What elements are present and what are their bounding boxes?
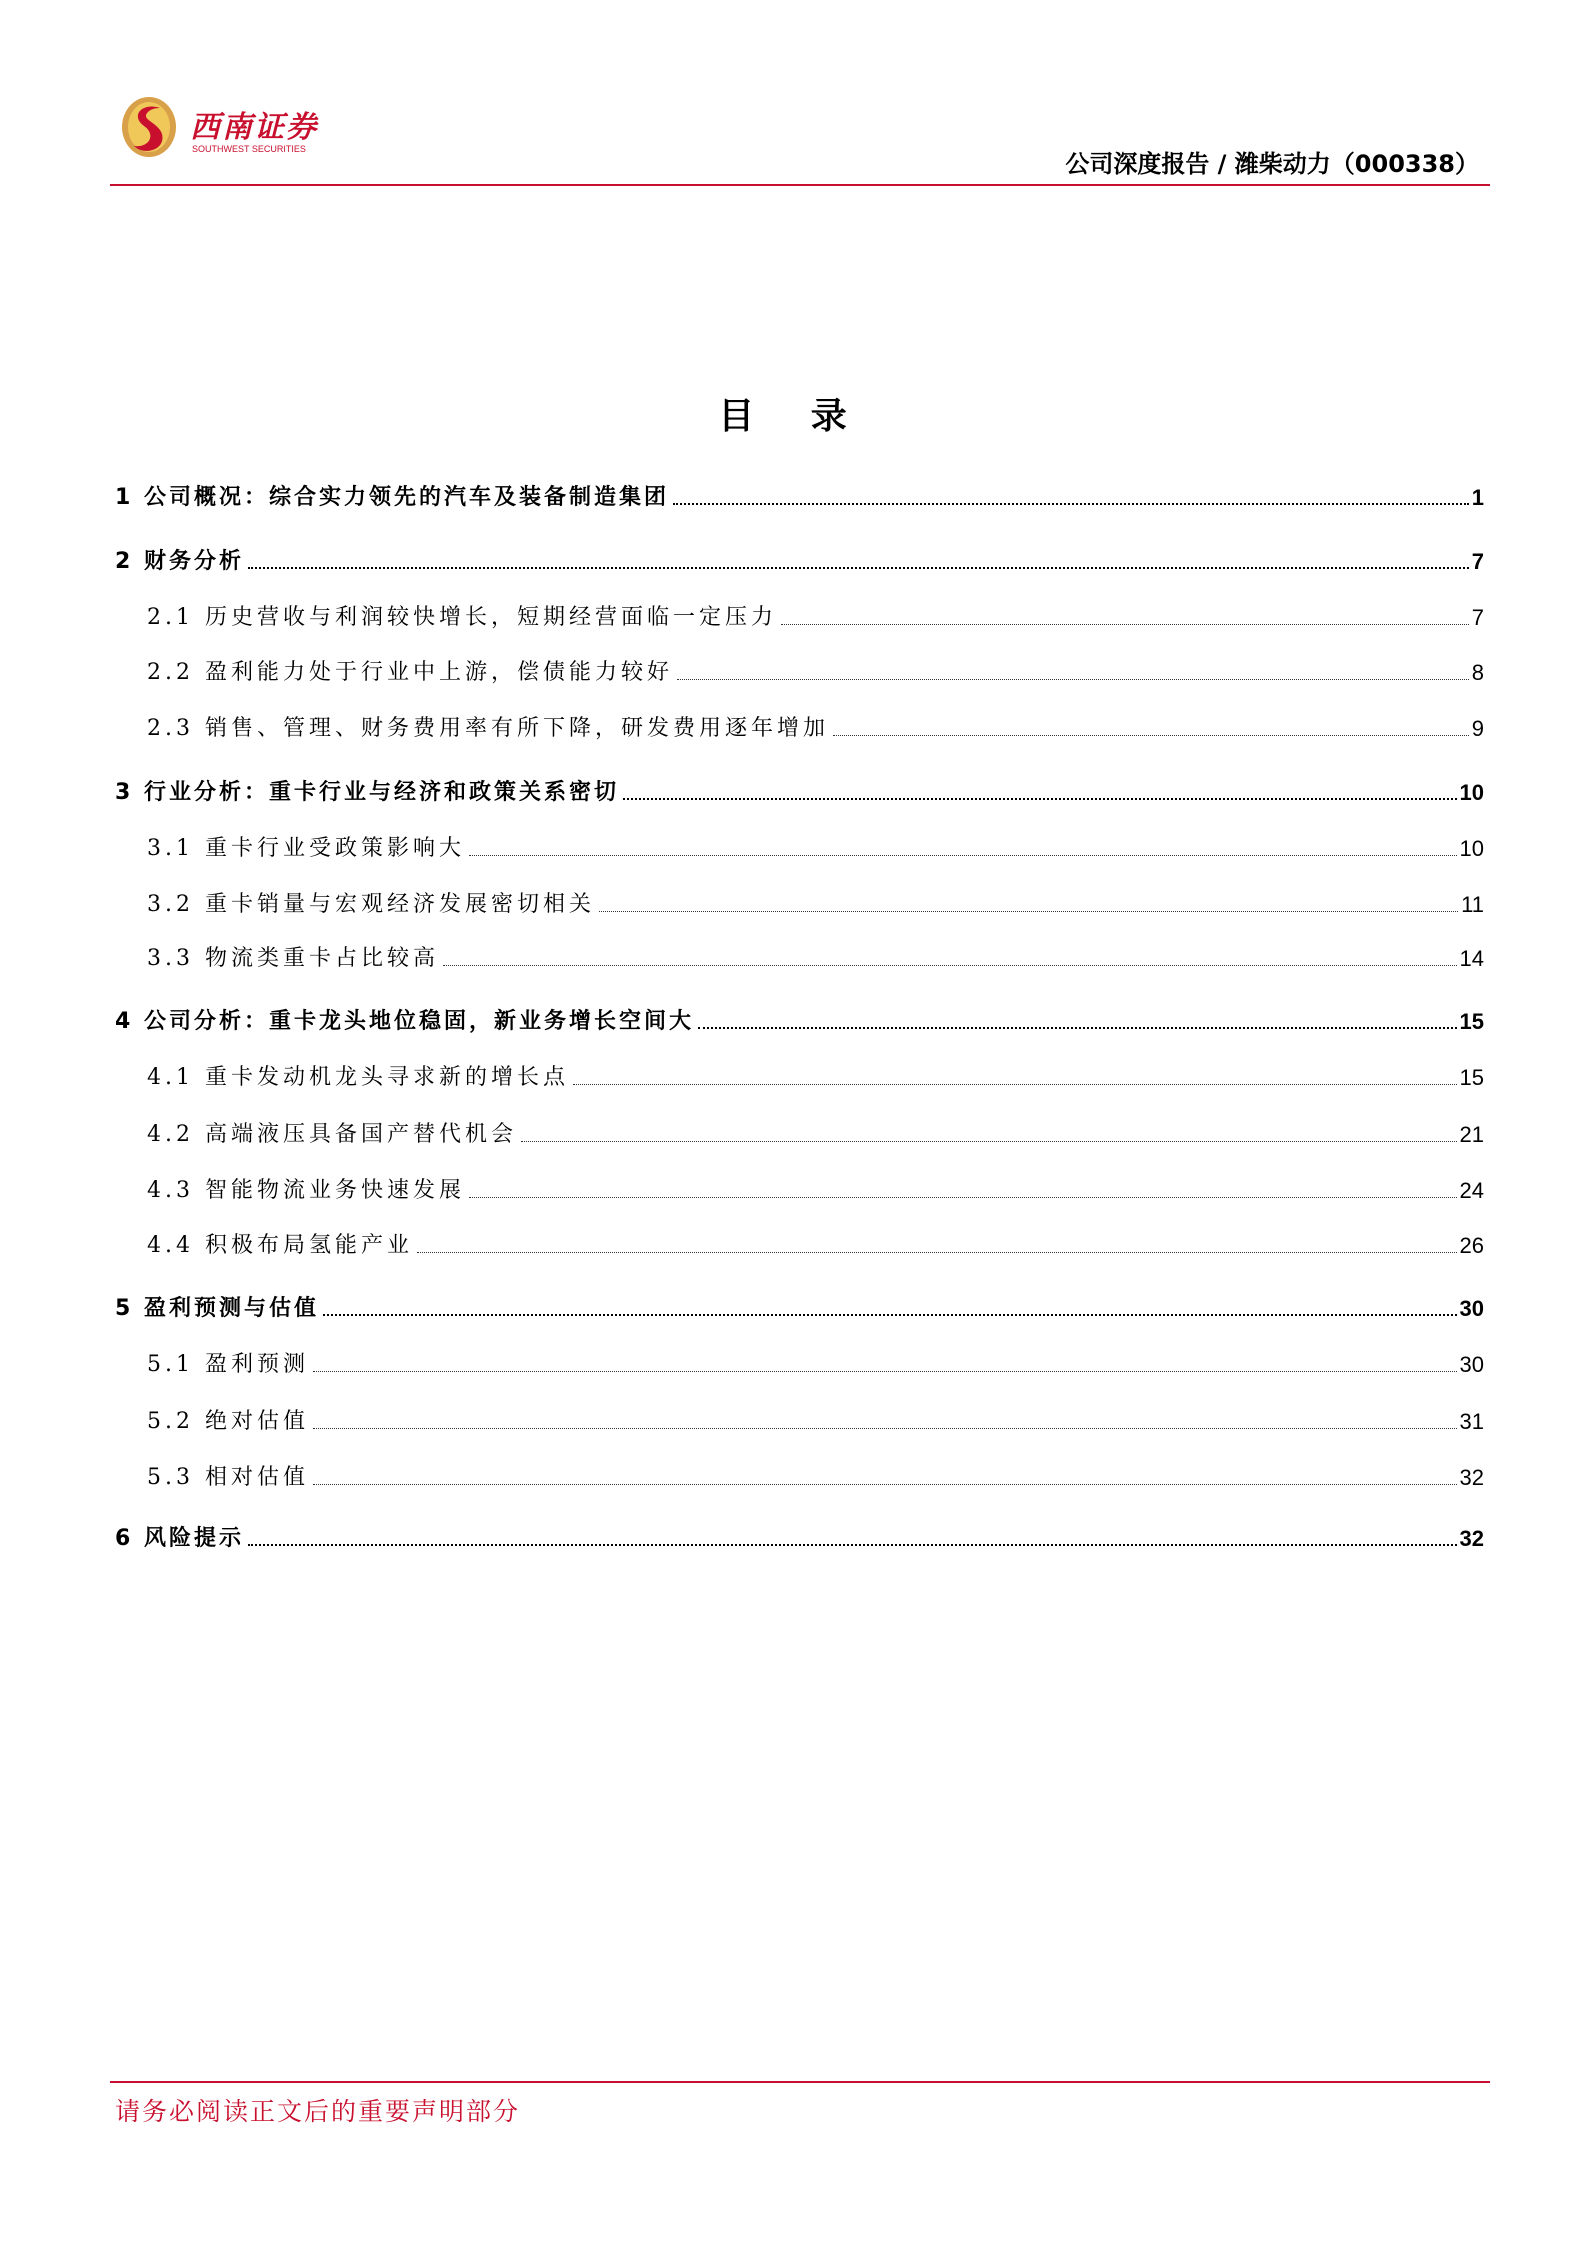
- toc-leader-dots: [248, 567, 1469, 569]
- toc-entry-page: 1: [1471, 485, 1484, 510]
- toc-entry[interactable]: [147, 1348, 1484, 1378]
- toc-entry[interactable]: [115, 545, 1484, 575]
- logo-text-cn: 西南证券: [190, 110, 318, 145]
- toc-entry[interactable]: [147, 942, 1484, 972]
- logo-emblem-icon: [120, 96, 178, 158]
- toc-entry-label: 2 财务分析: [115, 549, 244, 574]
- toc-entry[interactable]: [147, 1461, 1484, 1491]
- toc-entry-page: 8: [1471, 660, 1484, 685]
- toc-entry-page: 9: [1471, 716, 1484, 741]
- toc-entry[interactable]: [115, 1522, 1484, 1552]
- toc-entry-label: 4.3 智能物流业务快速发展: [147, 1178, 465, 1203]
- toc-entry[interactable]: [115, 1005, 1484, 1035]
- company-logo: [120, 96, 330, 162]
- report-header-title: 公司深度报告 / 潍柴动力（000338）: [1065, 150, 1479, 178]
- toc-entry-page: 26: [1459, 1233, 1484, 1258]
- logo-text-en: SOUTHWEST SECURITIES: [192, 144, 306, 154]
- toc-leader-dots: [698, 1027, 1457, 1029]
- toc-entry[interactable]: [147, 712, 1484, 742]
- toc-entry[interactable]: [147, 1229, 1484, 1259]
- toc-leader-dots: [673, 503, 1469, 505]
- toc-leader-dots: [573, 1084, 1457, 1085]
- toc-entry-page: 30: [1459, 1352, 1484, 1377]
- toc-entry-label: 2.3 销售、管理、财务费用率有所下降，研发费用逐年增加: [147, 716, 829, 741]
- toc-entry-page: 30: [1459, 1296, 1484, 1321]
- toc-entry[interactable]: [115, 776, 1484, 806]
- toc-leader-dots: [599, 911, 1458, 912]
- toc-leader-dots: [313, 1484, 1457, 1485]
- toc-leader-dots: [248, 1544, 1457, 1546]
- toc-entry[interactable]: [147, 1405, 1484, 1435]
- toc-title: 目 录: [718, 396, 869, 437]
- toc-entry-page: 32: [1459, 1465, 1484, 1490]
- toc-leader-dots: [323, 1314, 1457, 1316]
- toc-entry-page: 14: [1459, 946, 1484, 971]
- toc-entry-page: 7: [1471, 605, 1484, 630]
- toc-entry-page: 11: [1461, 892, 1484, 917]
- toc-leader-dots: [469, 1197, 1457, 1198]
- toc-leader-dots: [469, 855, 1457, 856]
- toc-entry[interactable]: [115, 1292, 1484, 1322]
- toc-entry[interactable]: [147, 888, 1484, 918]
- toc-entry-label: 4.4 积极布局氢能产业: [147, 1233, 413, 1258]
- toc-entry[interactable]: [147, 1174, 1484, 1204]
- toc-leader-dots: [833, 735, 1469, 736]
- toc-entry[interactable]: [115, 481, 1484, 511]
- toc-entry-label: 4.1 重卡发动机龙头寻求新的增长点: [147, 1065, 569, 1090]
- toc-entry-page: 10: [1459, 780, 1484, 805]
- footer-disclaimer: 请务必阅读正文后的重要声明部分: [115, 2097, 521, 2126]
- toc-entry-label: 5 盈利预测与估值: [115, 1296, 319, 1321]
- toc-entry-label: 5.2 绝对估值: [147, 1409, 309, 1434]
- toc-entry-label: 4.2 高端液压具备国产替代机会: [147, 1122, 517, 1147]
- toc-entry-label: 3.2 重卡销量与宏观经济发展密切相关: [147, 892, 595, 917]
- toc-leader-dots: [443, 965, 1457, 966]
- header-divider: [110, 184, 1490, 186]
- toc-entry-page: 24: [1459, 1178, 1484, 1203]
- toc-entry-label: 4 公司分析：重卡龙头地位稳固，新业务增长空间大: [115, 1009, 694, 1034]
- toc-entry[interactable]: [147, 1061, 1484, 1091]
- footer-divider: [110, 2081, 1490, 2083]
- toc-entry-label: 3.3 物流类重卡占比较高: [147, 946, 439, 971]
- toc-entry-page: 10: [1459, 836, 1484, 861]
- toc-leader-dots: [677, 679, 1469, 680]
- toc-entry[interactable]: [147, 601, 1484, 631]
- toc-entry-label: 1 公司概况：综合实力领先的汽车及装备制造集团: [115, 485, 669, 510]
- toc-entry-page: 15: [1459, 1009, 1484, 1034]
- toc-entry-page: 32: [1459, 1526, 1484, 1551]
- toc-leader-dots: [521, 1141, 1457, 1142]
- toc-entry-page: 15: [1459, 1065, 1484, 1090]
- toc-leader-dots: [313, 1428, 1457, 1429]
- toc-entry-label: 3 行业分析：重卡行业与经济和政策关系密切: [115, 780, 619, 805]
- toc-leader-dots: [417, 1252, 1457, 1253]
- toc-entry-label: 2.2 盈利能力处于行业中上游，偿债能力较好: [147, 660, 673, 685]
- toc-leader-dots: [313, 1371, 1457, 1372]
- toc-leader-dots: [781, 624, 1469, 625]
- toc-leader-dots: [623, 798, 1457, 800]
- toc-entry-page: 7: [1471, 549, 1484, 574]
- toc-entry-label: 6 风险提示: [115, 1526, 244, 1551]
- toc-entry-page: 21: [1459, 1122, 1484, 1147]
- toc-entry[interactable]: [147, 1118, 1484, 1148]
- toc-entry-label: 3.1 重卡行业受政策影响大: [147, 836, 465, 861]
- toc-entry[interactable]: [147, 656, 1484, 686]
- toc-entry-label: 2.1 历史营收与利润较快增长，短期经营面临一定压力: [147, 605, 777, 630]
- toc-entry-label: 5.1 盈利预测: [147, 1352, 309, 1377]
- toc-entry[interactable]: [147, 832, 1484, 862]
- toc-entry-page: 31: [1459, 1409, 1484, 1434]
- toc-entry-label: 5.3 相对估值: [147, 1465, 309, 1490]
